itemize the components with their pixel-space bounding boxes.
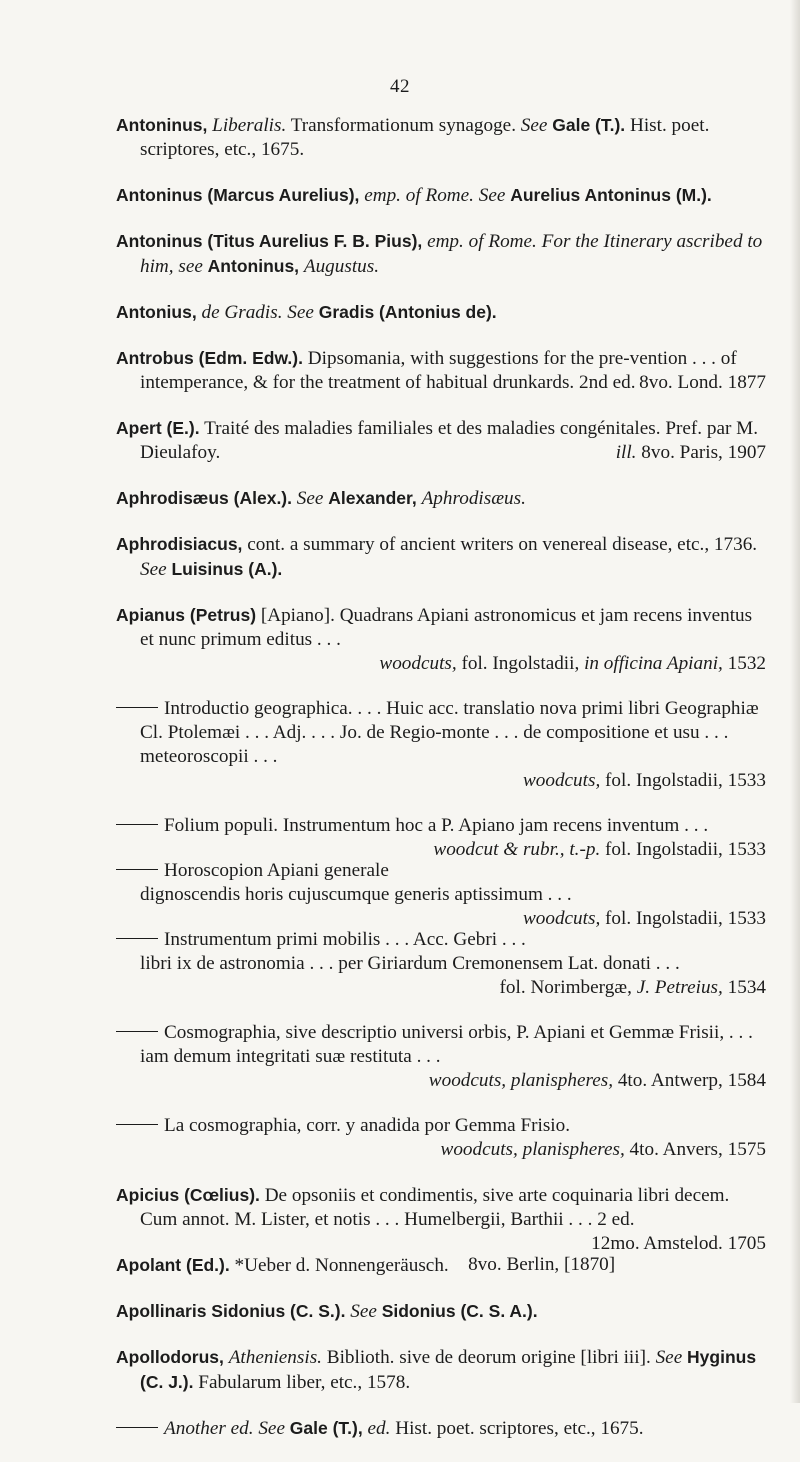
ditto-dash [116,1427,158,1428]
entry-folium: Folium populi. Instrumentum hoc a P. Apiano jam recens inventum . . . woodcut & rubr., t.-p. fol. Ingolstadii, 1533 [116,814,766,838]
entry-apollodorus: Apollodorus, Atheniensis. Biblioth. sive de deorum origine [libri iii]. See Hyginus (C. J.). Fabularum liber, etc., 1578. [116,1347,757,1393]
entry-aphrodisaeus: Aphrodisæus (Alex.). See Alexander, Aphrodisæus. [116,488,526,509]
entry-aphrodisiacus: Aphrodisiacus, cont. a summary of ancient writers on venereal disease, etc., 1736. See Luisinus (A.). [116,534,758,580]
ditto-dash [116,1124,158,1125]
entry-apert: Apert (E.). Traité des maladies familiales et des maladies congénitales. Pref. par M. Dieulafoy. ill. 8vo. Paris, 1907 [116,418,766,463]
entry-apicius: Apicius (Cœlius). De opsoniis et condimentis, sive arte coquinaria libri decem. Cum annot. M. Lister, et notis . . . Humelbergii, Barthii . . . 2 ed. 12mo. Amstelod. 1705 [116,1185,766,1254]
entry-introductio: Introductio geographica. . . . Huic acc. translatio nova primi libri Geographiæ Cl. Ptolemæi . . . Adj. . . . Jo. de Regio-monte . . . de compositione et usu . . . meteoroscopii . . . woodcuts, fol. Ingolstadii, 1533 [116,697,766,793]
entry-another-ed: Another ed. See Gale (T.), ed. Hist. poet. scriptores, etc., 1675. [116,1416,766,1441]
entry-cosmographia: Cosmographia, sive descriptio universi orbis, P. Apiani et Gemmæ Frisii, . . . iam demum integritati suæ restituta . . . woodcuts, planispheres, 4to. Antwerp, 1584 [116,1021,766,1093]
entry-antonius-gradis: Antonius, de Gradis. See Gradis (Antonius de). [116,302,497,323]
entry-horoscopion: Horoscopion Apiani generale dignoscendis horis cujuscumque generis aptissimum . . . woodcuts, fol. Ingolstadii, 1533 [116,859,766,907]
entry-apolant: Apolant (Ed.). *Ueber d. Nonnengeräusch. 8vo. Berlin, [1870] [116,1254,616,1276]
page-number: 42 [390,76,410,97]
entry-antrobus: Antrobus (Edm. Edw.). Dipsomania, with suggestions for the pre-vention . . . of intemperance, & for the treatment of habitual drunkards. 2nd ed. 8vo. Lond. 1877 [116,348,766,393]
entry-instrumentum: Instrumentum primi mobilis . . . Acc. Gebri . . . libri ix de astronomia . . . per Giriardum Cremonensem Lat. donati . . . fol. Norimbergæ, J. Petreius, 1534 [116,928,766,1000]
ditto-dash [116,938,158,939]
page-edge-shadow [790,0,800,1403]
entry-apianus: Apianus (Petrus) [Apiano]. Quadrans Apiani astronomicus et jam recens inventus et nunc primum editus . . . woodcuts, fol. Ingolstadii, in officina Apiani, 1532 [116,605,766,674]
ditto-dash [116,869,158,870]
entry-antoninus-marcus: Antoninus (Marcus Aurelius), emp. of Rome. See Aurelius Antoninus (M.). [116,185,712,206]
entry-antoninus-titus: Antoninus (Titus Aurelius F. B. Pius), emp. of Rome. For the Itinerary ascribed to him, see Antoninus, Augustus. [116,231,763,277]
index-entries [116,113,766,1462]
ditto-dash [116,1031,158,1032]
ditto-dash [116,707,158,708]
entry-la-cosmographia: La cosmographia, corr. y anadida por Gemma Frisio. woodcuts, planispheres, 4to. Anvers, 1575 [116,1114,766,1162]
entry-apollinaris: Apollinaris Sidonius (C. S.). See Sidonius (C. S. A.). [116,1301,538,1322]
entry-antoninus-liberalis: Antoninus, Liberalis. Transformationum synagoge. See Gale (T.). Hist. poet. scriptores, etc., 1675. [116,115,710,160]
ditto-dash [116,824,158,825]
